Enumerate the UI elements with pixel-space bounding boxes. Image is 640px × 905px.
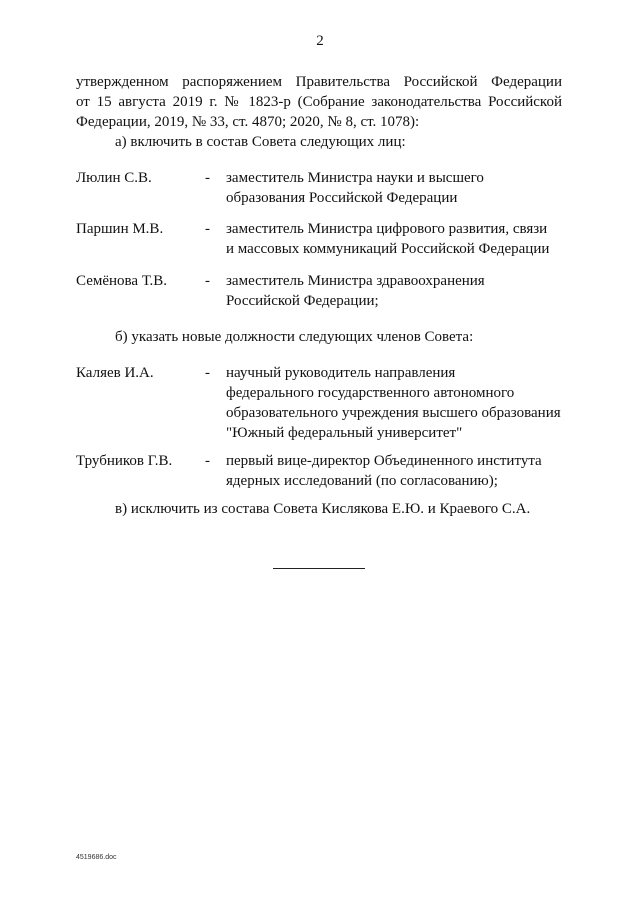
- intro-line: Федерации, 2019, № 33, ст. 4870; 2020, № 8, ст. 1078):: [76, 114, 420, 130]
- member-position-line: заместитель Министра здравоохранения: [226, 273, 485, 289]
- section-c-heading: в) исключить из состава Совета Кислякова Е.Ю. и Краевого С.А.: [115, 501, 531, 517]
- member-position-line: ядерных исследований (по согласованию);: [226, 473, 498, 489]
- member-position: [226, 451, 566, 491]
- section-b-heading: б) указать новые должности следующих членов Совета:: [115, 329, 474, 345]
- section-a-heading: а) включить в состав Совета следующих лиц:: [115, 134, 406, 150]
- member-position-line: "Южный федеральный университет": [226, 425, 463, 441]
- member-position: [226, 168, 566, 208]
- member-position-line: и массовых коммуникаций Российской Федерации: [226, 241, 550, 257]
- member-position: [226, 219, 566, 259]
- member-name: Каляев И.А.: [76, 365, 154, 381]
- member-dash: -: [205, 221, 210, 237]
- member-name: Паршин М.В.: [76, 221, 164, 237]
- member-dash: -: [205, 365, 210, 381]
- member-dash: -: [205, 273, 210, 289]
- member-position-line: Российской Федерации;: [226, 293, 379, 309]
- member-position-line: заместитель Министра цифрового развития, связи: [226, 221, 548, 237]
- member-dash: -: [205, 453, 210, 469]
- member-position-line: заместитель Министра науки и высшего: [226, 170, 484, 186]
- member-position-line: образовательного учреждения высшего образования: [226, 405, 561, 421]
- member-name: Трубников Г.В.: [76, 453, 173, 469]
- page-number: 2: [316, 33, 324, 49]
- member-name: Люлин С.В.: [76, 170, 152, 186]
- closing-divider: [273, 568, 365, 569]
- intro-paragraph: [76, 72, 562, 132]
- document-file-code: 4519686.doc: [76, 854, 117, 861]
- member-position-line: федерального государственного автономного: [226, 385, 515, 401]
- member-position: [226, 271, 566, 311]
- member-position-line: первый вице-директор Объединенного института: [226, 453, 542, 469]
- member-position-line: образования Российской Федерации: [226, 190, 458, 206]
- member-position: [226, 363, 566, 443]
- member-name: Семёнова Т.В.: [76, 273, 167, 289]
- intro-line: от 15 августа 2019 г. № 1823-р (Собрание законодательства Российской: [76, 94, 562, 110]
- member-position-line: научный руководитель направления: [226, 365, 456, 381]
- intro-line: утвержденном распоряжением Правительства Российской Федерации: [76, 74, 562, 90]
- member-dash: -: [205, 170, 210, 186]
